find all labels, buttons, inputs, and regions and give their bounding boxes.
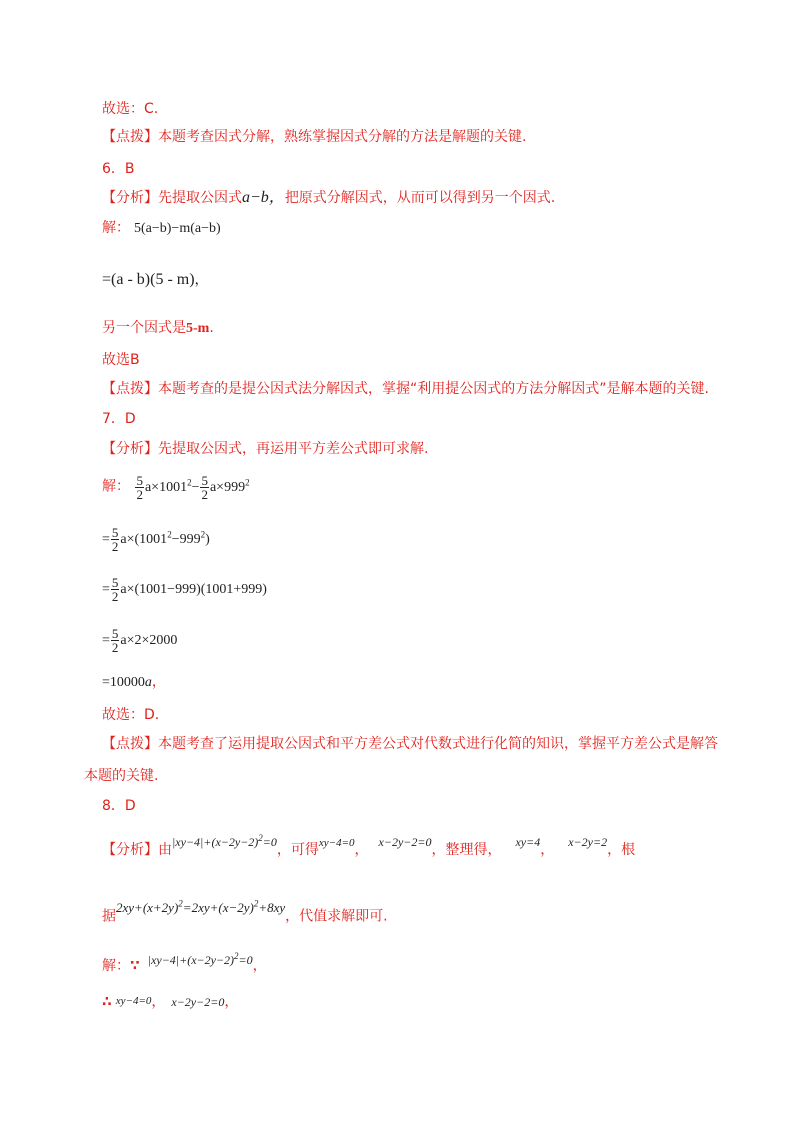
analysis-paragraph [102, 188, 555, 208]
math-expression: =10000a [102, 675, 152, 690]
solution-step [102, 672, 166, 693]
math-expression: $2xy+(x+2y)^2=2xy+(x-2y)^2+8xy$ [116, 899, 286, 916]
analysis-text: ，整理得， [431, 842, 502, 858]
math-expression: $|xy-4|+(x-2y-2)^2=0$ [147, 951, 253, 967]
math-expression: xy−4=0 [318, 837, 355, 849]
solution-step [102, 524, 210, 553]
hint-tag: 【点拨】 [102, 736, 158, 752]
conclusion-d: 故选：D. [102, 707, 160, 723]
solution-step [102, 992, 238, 1013]
analysis-text: 先提取公因式 [158, 190, 242, 206]
question-6-answer: 6．B [102, 161, 135, 177]
text-span: . [209, 320, 214, 336]
analysis-tag: 【分析】 [102, 842, 158, 858]
analysis-text: ，代值求解即可. [285, 908, 388, 925]
punctuation: ， [224, 994, 239, 1010]
math-expression: xy−4=0 [115, 995, 152, 1007]
solution-line [102, 952, 267, 976]
solution-label: 解： [102, 220, 130, 236]
hint-paragraph [102, 379, 709, 399]
analysis-text: ，可得 [276, 842, 319, 858]
analysis-text: ， [540, 842, 555, 858]
solution-line [102, 472, 250, 501]
conclusion-c: 故选：C. [102, 101, 159, 117]
hint-tag: 【点拨】 [102, 129, 158, 145]
math-expression: 5(a−b)−m(a−b) [134, 221, 221, 236]
analysis-text: ， [354, 842, 369, 858]
question-8-answer: 8．D [102, 798, 136, 814]
math-expression: x−2y−2=0 [378, 835, 432, 849]
analysis-continuation [102, 899, 388, 926]
math-expression: xy=4 [515, 835, 541, 849]
analysis-paragraph [102, 833, 636, 861]
analysis-text: 先提取公因式，再运用平方差公式即可求解. [158, 441, 429, 457]
punctuation: ， [151, 994, 166, 1010]
solution-label: 解： [102, 478, 130, 495]
other-factor-line [102, 318, 214, 339]
text-span: 另一个因式是 [102, 320, 186, 336]
solution-label: 解： [102, 958, 130, 974]
math-expression: x−2y−2=0 [171, 995, 225, 1009]
math-expression: = $\frac{5}{2}$ a×(1001−999)(1001+999) [102, 575, 267, 604]
analysis-tag: 【分析】 [102, 190, 158, 206]
analysis-text: 据 [102, 908, 116, 925]
solution-step [102, 576, 267, 603]
therefore-symbol: ∴ [102, 994, 112, 1010]
math-expression: = $\frac{5}{2}$ $a\times(1001^2-999^2)$ [102, 524, 210, 554]
because-symbol: ∵ [130, 958, 140, 974]
math-expression: = $\frac{5}{2}$ a×2×2000 [102, 626, 178, 655]
math-expression: =(a - b)(5 - m) [102, 271, 195, 288]
hint-tag: 【点拨】 [102, 381, 158, 397]
punctuation: ， [252, 958, 267, 974]
factor-value: 5-m [186, 321, 210, 336]
conclusion-b: 故选B [102, 352, 140, 368]
solution-step [102, 270, 209, 290]
punctuation: ， [151, 674, 166, 690]
analysis-text: 把原式分解因式，从而可以得到另一个因式. [284, 190, 556, 206]
hint-paragraph [102, 734, 718, 754]
math-expression: $\frac{5}{2}$ $a\times 1001^2-$ $\frac{5}{2}$ $a\times 999^2$ [136, 472, 250, 502]
question-7-answer: 7．D [102, 411, 136, 427]
hint-text: 本题考查的是提公因式法分解因式，掌握“利用提公因式的方法分解因式”是解本题的关键. [158, 381, 709, 397]
hint-continuation: 本题的关键. [84, 768, 159, 784]
math-expression: x−2y=2 [568, 835, 608, 849]
solution-step [102, 627, 177, 654]
analysis-text: ，根 [607, 842, 636, 858]
punctuation: ， [194, 272, 209, 288]
math-expression: $|xy-4|+(x-2y-2)^2=0$ [172, 833, 277, 849]
hint-text: 本题考查了运用提取公因式和平方差公式对代数式进行化简的知识，掌握平方差公式是解答 [158, 736, 718, 752]
analysis-text: 由 [158, 842, 172, 858]
analysis-paragraph [102, 439, 428, 459]
solution-line [102, 218, 221, 239]
hint-paragraph [102, 127, 526, 147]
math-expression: a−b， [242, 189, 285, 206]
hint-text: 本题考查因式分解，熟练掌握因式分解的方法是解题的关键. [158, 129, 527, 145]
analysis-tag: 【分析】 [102, 441, 158, 457]
